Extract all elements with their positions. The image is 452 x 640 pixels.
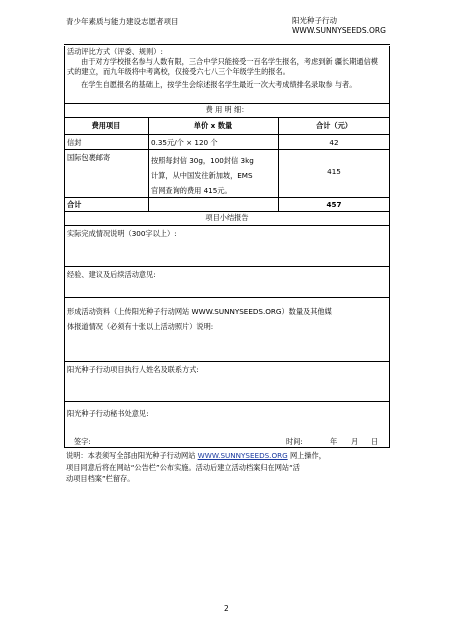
divider-cost-bottom [64, 211, 390, 212]
cost-row1-unit: 0.35元/个 × 120 个 [151, 138, 218, 147]
divider-q4 [64, 361, 390, 362]
cost-section-title: 费 用 明 细： [205, 105, 249, 114]
cost-row2-total: 415 [327, 167, 341, 176]
footer-line1 [66, 450, 390, 462]
divider-q5 [64, 401, 390, 402]
divider-summary-top [64, 225, 390, 226]
summary-q3-materials [67, 304, 332, 334]
cost-row2-item: 国际包裹邮寄 [67, 153, 111, 162]
cost-col-divider-2 [278, 117, 279, 211]
cost-row2-unit [151, 153, 254, 198]
cost-row2-unit-line2: 计算，从中国发往新加坡，EMS [151, 171, 253, 180]
cost-sum-value: 457 [326, 200, 342, 209]
day-label: 日 [371, 437, 379, 446]
footer-text-part2: 网上操作， [287, 451, 326, 460]
activity-para-1: 由于对方学校报名参与人数有限，三合中学只能接受一百名学生报名，考虑到新 疆长期通信模式的建立，而九年级将中考离校，仅接受六七八三个年级学生的报名。 [67, 57, 378, 76]
activity-title: 活动评比方式（评委、规则）: [67, 47, 163, 56]
summary-q4-executor: 阳光种子行动项目执行人姓名及联系方式: [67, 365, 199, 374]
cost-col-unit: 单价 x 数量 [193, 121, 233, 130]
divider-cost-row2 [64, 149, 390, 150]
footer-note [66, 450, 390, 485]
summary-title: 项目小结报告 [205, 213, 249, 222]
month-label: 月 [351, 437, 359, 446]
summary-q2-experience: 经验、建议及后续活动意见: [67, 270, 156, 279]
header-org-url: WWW.SUNNYSEEDS.ORG [292, 26, 386, 35]
activity-para-2: 在学生自愿报名的基础上，按学生会综述报名学生最近一次大考成绩排名录取参 与者。 [81, 80, 357, 89]
summary-q5-secretariat: 阳光种子行动秘书处意见: [67, 409, 149, 418]
footer-line3: 动项目档案”栏留存。 [66, 474, 135, 483]
header-org-name: 阳光种子行动 [292, 16, 337, 25]
page-number: 2 [224, 604, 229, 613]
cost-col-divider-1 [148, 117, 149, 211]
cost-row1-total: 42 [329, 138, 339, 147]
summary-q1-completion: 实际完成情况说明（300字以上）: [67, 229, 177, 238]
cost-row2-unit-line1: 按照每封信 30g，100封信 3kg [151, 156, 254, 165]
summary-q3-line2: 体报道情况（必须有十张以上活动照片）说明: [67, 322, 214, 331]
divider-cost-sum [64, 197, 390, 198]
divider-cost-row1 [64, 134, 390, 135]
sign-label: 签字: [74, 437, 91, 446]
cost-col-item: 费用项目 [91, 121, 121, 130]
cost-sum-label: 合计 [67, 200, 82, 209]
summary-q3-line1: 形成活动资料（上传阳光种子行动网站 WWW.SUNNYSEEDS.ORG）数量及其他媒 [67, 307, 332, 316]
cost-row2-unit-line3: 官网查询的费用 415元。 [151, 186, 232, 195]
cost-col-total: 合计（元） [316, 121, 352, 130]
divider-cost-top [64, 103, 390, 104]
header-project-name: 青少年素质与能力建设志愿者项目 [66, 17, 179, 26]
divider-q2 [64, 266, 390, 267]
year-label: 年 [330, 437, 338, 446]
divider-cost-header-top [64, 117, 390, 118]
header-org [292, 16, 386, 36]
website-link[interactable]: WWW.SUNNYSEEDS.ORG [197, 451, 288, 460]
cost-row1-item: 信封 [67, 138, 82, 147]
time-label: 时间: [286, 437, 303, 446]
footer-line2: 项目同意后将在网站“公告栏”公布实施。活动后建立活动档案归在网站“活 [66, 462, 300, 472]
divider-q3 [64, 297, 390, 298]
header-divider [64, 44, 390, 45]
footer-text-part1: 说明：本表须写全部由阳光种子行动网站 [66, 451, 198, 460]
